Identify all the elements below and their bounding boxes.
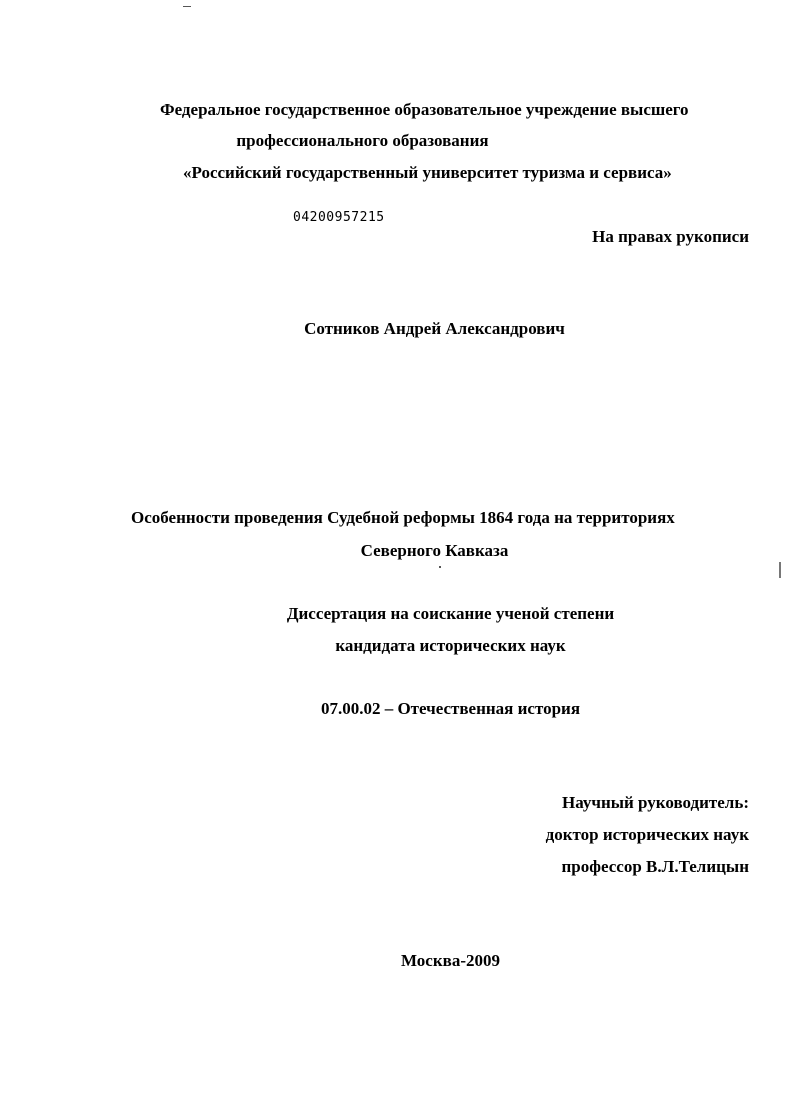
title-line-1: Особенности проведения Судебной реформы 1864 года на территориях <box>131 508 675 527</box>
registration-number: 04200957215 <box>293 210 385 225</box>
institution-line-1: Федеральное государственное образовательное учреждение высшего <box>160 100 689 119</box>
scan-speck-top <box>183 6 191 7</box>
supervisor-label: Научный руководитель: <box>562 793 749 812</box>
manuscript-rights: На правах рукописи <box>592 227 749 246</box>
author-name: Сотников Андрей Александрович <box>304 319 565 338</box>
specialty: 07.00.02 – Отечественная история <box>320 699 581 718</box>
supervisor-degree: доктор исторических наук <box>545 825 749 844</box>
institution-line-2: профессионального образования <box>236 131 489 150</box>
title-line-2: Северного Кавказа <box>360 541 509 560</box>
city-year: Москва-2009 <box>400 951 500 970</box>
degree-line-1: Диссертация на соискание ученой степени <box>286 604 615 623</box>
scan-speck-dot <box>439 566 441 568</box>
scan-speck-right <box>779 562 781 578</box>
supervisor-name: профессор В.Л.Телицын <box>561 857 749 876</box>
institution-line-3: «Российский государственный университет туризма и сервиса» <box>183 163 672 182</box>
degree-line-2: кандидата исторических наук <box>335 636 566 655</box>
